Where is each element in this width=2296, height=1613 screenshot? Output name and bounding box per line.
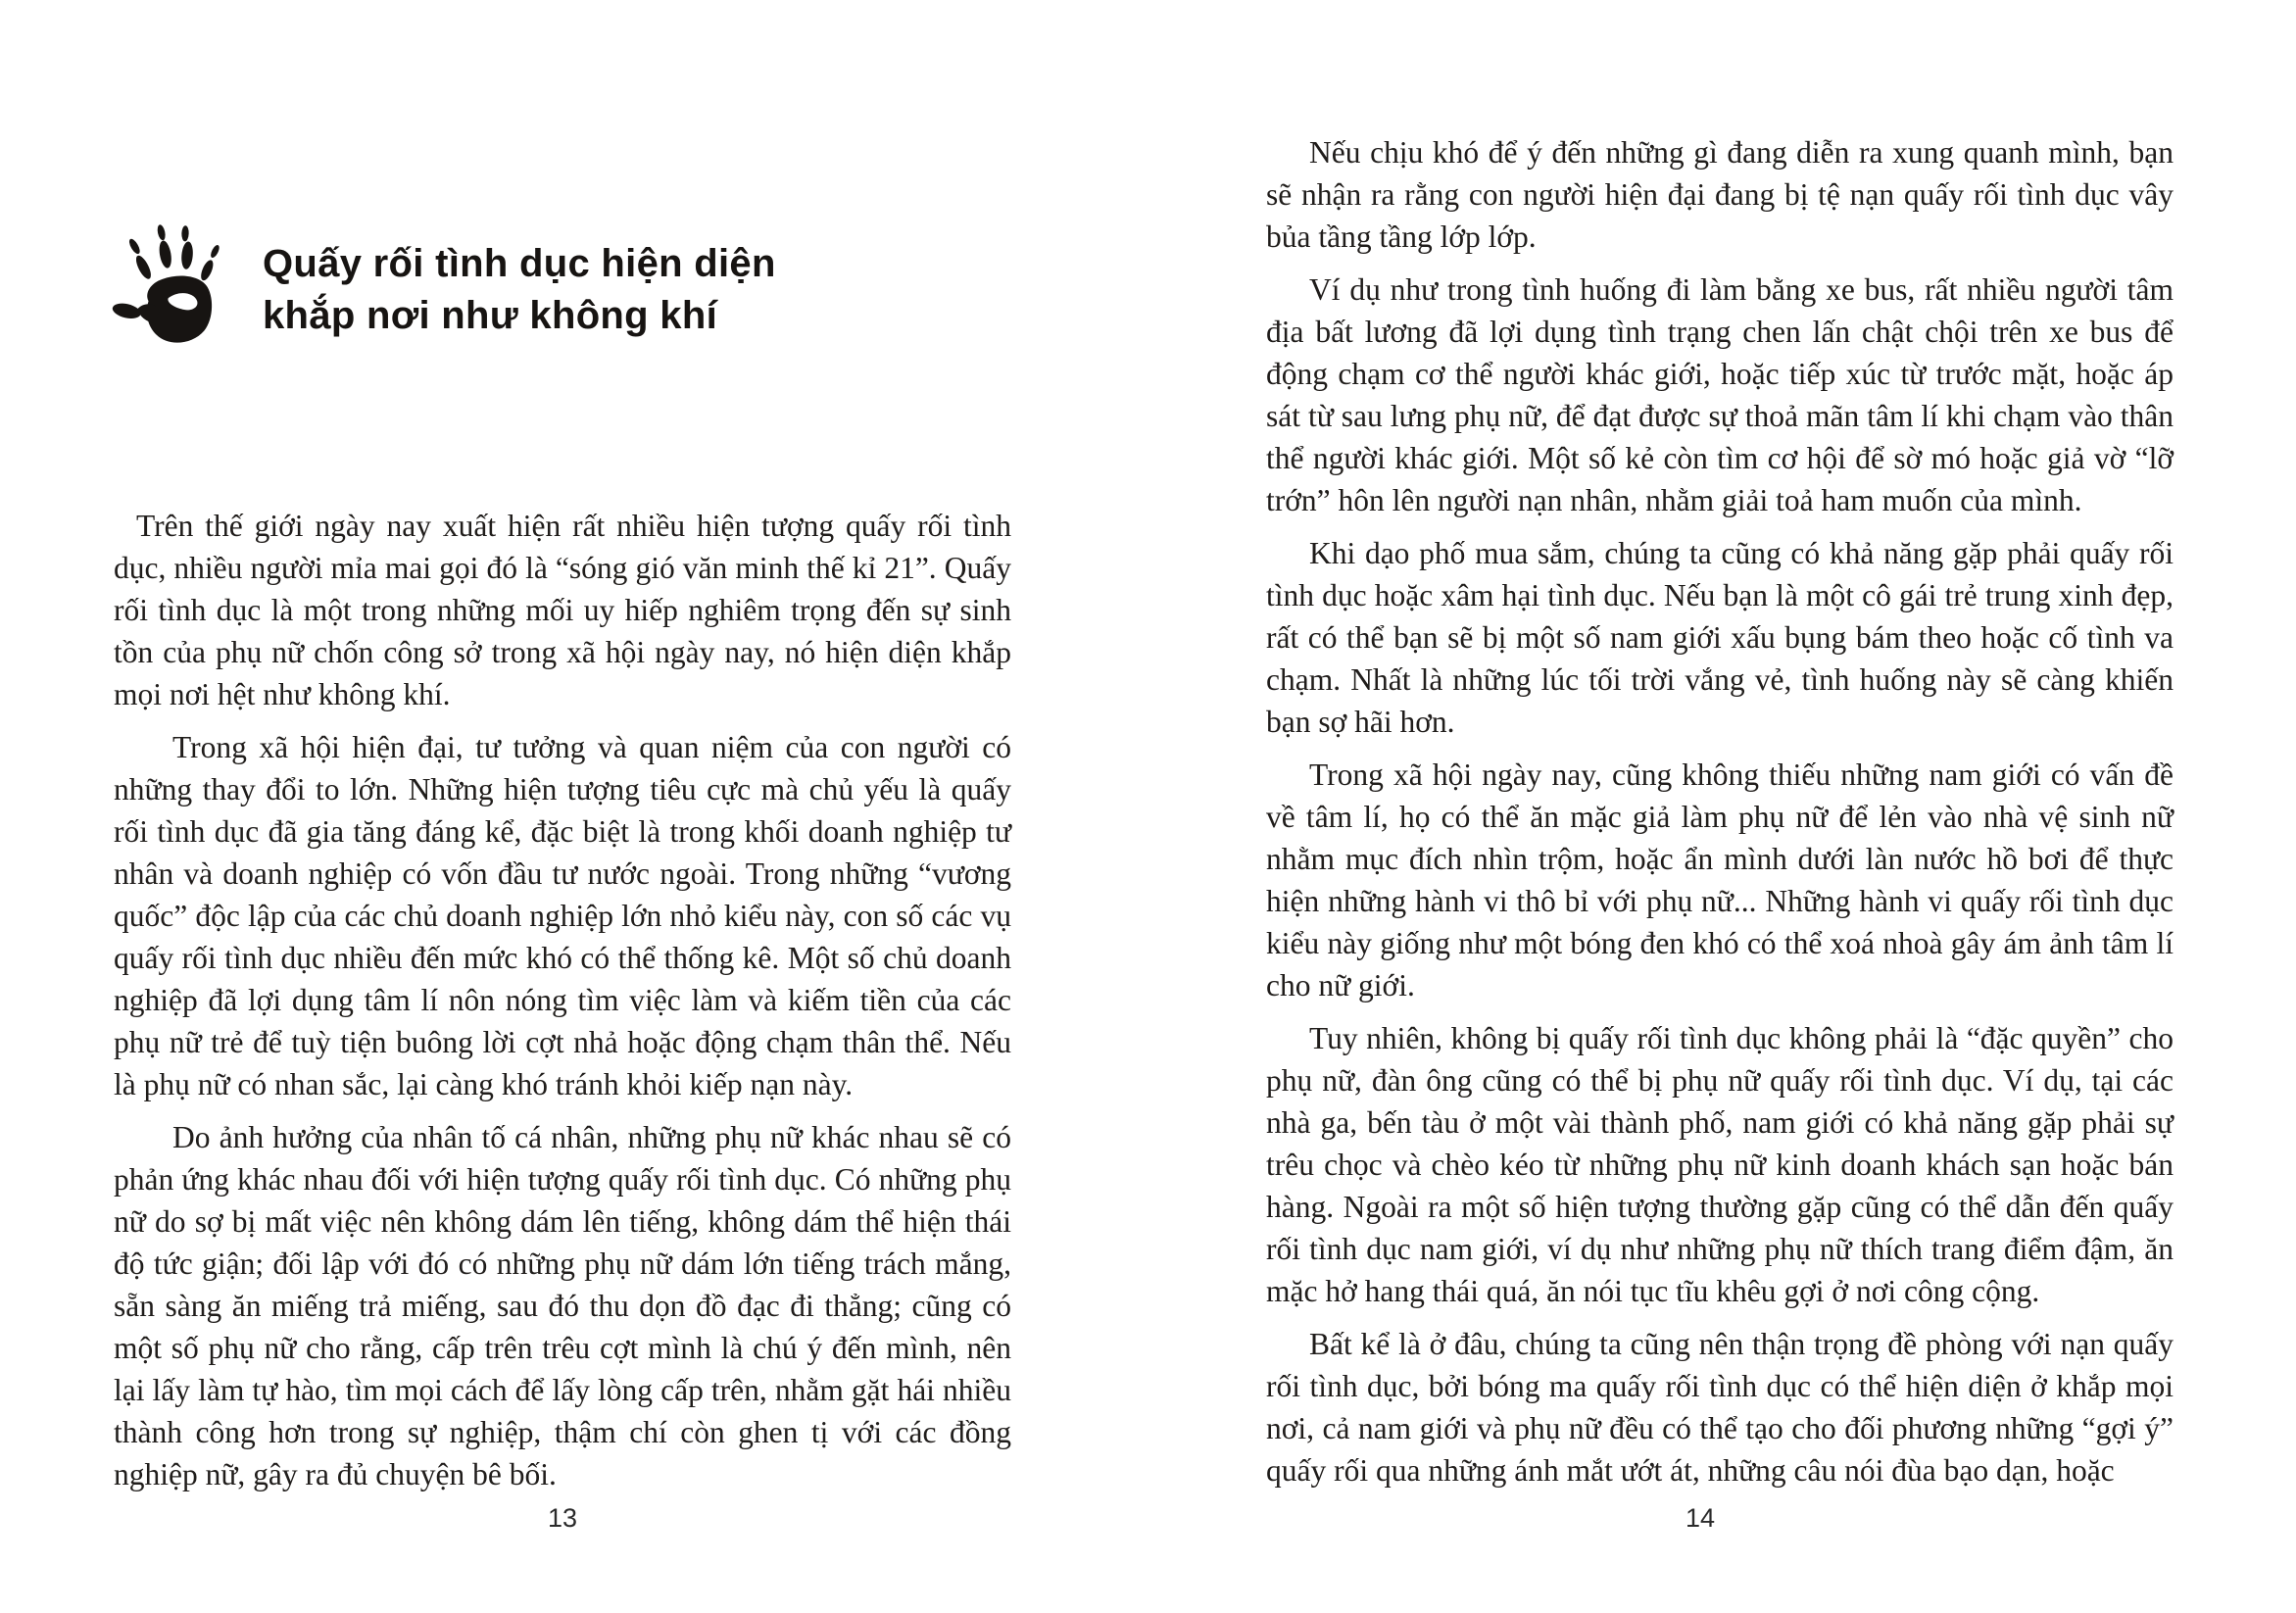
left-page-number: 13 bbox=[547, 1503, 578, 1533]
right-paragraph-4: Trong xã hội ngày nay, cũng không thiếu những nam giới có vấn đề về tâm lí, họ có thể ăn mặc giả làm phụ nữ để lẻn vào nhà vệ sinh nữ nhằm mục đích nhìn trộm, hoặc ẩn mình dưới làn nước hồ bơi để thực hiện những hành vi thô bỉ với phụ nữ... Những hành vi quấy rối tình dục kiểu này giống như một bóng đen khó có thể xoá nhoà gây ám ảnh tâm lí cho nữ giới. bbox=[1266, 758, 2174, 1002]
left-page-body bbox=[114, 505, 1011, 1495]
left-paragraph-2: Trong xã hội hiện đại, tư tưởng và quan niệm của con người có những thay đổi to lớn. Những hiện tượng tiêu cực mà chủ yếu là quấy rối tình dục đã gia tăng đáng kể, đặc biệt là trong khối doanh nghiệp tư nhân và doanh nghiệp có vốn đầu tư nước ngoài. Trong những “vương quốc” độc lập của các chủ doanh nghiệp lớn nhỏ kiểu này, con số các vụ quấy rối tình dục nhiều đến mức khó có thể thống kê. Một số chủ doanh nghiệp đã lợi dụng tâm lí nôn nóng tìm việc làm và kiếm tiền của các phụ nữ trẻ để tuỳ tiện buông lời cợt nhả hoặc động chạm thân thể. Nếu là phụ nữ có nhan sắc, lại càng khó tránh khỏi kiếp nạn này. bbox=[114, 730, 1011, 1101]
chapter-heading-line-1: Quấy rối tình dục hiện diện bbox=[263, 242, 776, 285]
left-paragraph-3: Do ảnh hưởng của nhân tố cá nhân, những phụ nữ khác nhau sẽ có phản ứng khác nhau đối với hiện tượng quấy rối tình dục. Có những phụ nữ do sợ bị mất việc nên không dám lên tiếng, không dám thể hiện thái độ tức giận; đối lập với đó có những phụ nữ dám lớn tiếng trách mắng, sẵn sàng ăn miếng trả miếng, sau đó thu dọn đồ đạc đi thẳng; cũng có một số phụ nữ cho rằng, cấp trên trêu cợt mình là chú ý đến mình, nên lại lấy làm tự hào, tìm mọi cách để lấy lòng cấp trên, nhằm gặt hái nhiều thành công hơn trong sự nghiệp, thậm chí còn ghen tị với các đồng nghiệp nữ, gây ra đủ chuyện bê bối. bbox=[114, 1120, 1011, 1491]
left-paragraph-1: Trên thế giới ngày nay xuất hiện rất nhiều hiện tượng quấy rối tình dục, nhiều người mỉa mai gọi đó là “sóng gió văn minh thế kỉ 21”. Quấy rối tình dục là một trong những mối uy hiếp nghiêm trọng đến sự sinh tồn của phụ nữ chốn công sở trong xã hội ngày nay, nó hiện diện khắp mọi nơi hệt như không khí. bbox=[114, 509, 1011, 711]
right-paragraph-2: Ví dụ như trong tình huống đi làm bằng xe bus, rất nhiều người tâm địa bất lương đã lợi dụng tình trạng chen lấn chật chội trên xe bus để động chạm cơ thể người khác giới, hoặc tiếp xúc từ trước mặt, hoặc áp sát từ sau lưng phụ nữ, để đạt được sự thoả mãn tâm lí khi chạm vào thân thể người khác giới. Một số kẻ còn tìm cơ hội để sờ mó hoặc giả vờ “lỡ trớn” hôn lên người nạn nhân, nhằm giải toả ham muốn của mình. bbox=[1266, 272, 2174, 517]
right-paragraph-3: Khi dạo phố mua sắm, chúng ta cũng có khả năng gặp phải quấy rối tình dục hoặc xâm hại tình dục. Nếu bạn là một cô gái trẻ trung xinh đẹp, rất có thể bạn sẽ bị một số nam giới xấu bụng bám theo hoặc cố tình va chạm. Nhất là những lúc tối trời vắng vẻ, tình huống này sẽ càng khiến bạn sợ hãi hơn. bbox=[1266, 536, 2174, 739]
right-paragraph-6: Bất kể là ở đâu, chúng ta cũng nên thận trọng đề phòng với nạn quấy rối tình dục, bởi bóng ma quấy rối tình dục có thể hiện diện ở khắp mọi nơi, cả nam giới và phụ nữ đều có thể tạo cho đối phương những “gợi ý” quấy rối qua những ánh mắt ướt át, những câu nói đùa bạo dạn, hoặc bbox=[1266, 1327, 2174, 1488]
right-paragraph-1: Nếu chịu khó để ý đến những gì đang diễn ra xung quanh mình, bạn sẽ nhận ra rằng con người hiện đại đang bị tệ nạn quấy rối tình dục vây bủa tầng tầng lớp lớp. bbox=[1266, 135, 2174, 254]
handprint-icon bbox=[111, 223, 260, 349]
right-page-number: 14 bbox=[1685, 1503, 1716, 1533]
right-paragraph-5: Tuy nhiên, không bị quấy rối tình dục không phải là “đặc quyền” cho phụ nữ, đàn ông cũng có thể bị phụ nữ quấy rối tình dục. Ví dụ, tại các nhà ga, bến tàu ở một vài thành phố, nam giới có khả năng gặp phải sự trêu chọc và chèo kéo từ những phụ nữ kinh doanh khách sạn hoặc bán hàng. Ngoài ra một số hiện tượng thường gặp cũng có thể dẫn đến quấy rối tình dục nam giới, ví dụ như những phụ nữ thích trang điểm đậm, ăn mặc hở hang thái quá, ăn nói tục tĩu khêu gợi ở nơi công cộng. bbox=[1266, 1021, 2174, 1308]
chapter-heading bbox=[263, 238, 776, 342]
chapter-heading-line-2: khắp nơi như không khí bbox=[263, 294, 718, 337]
right-page-body bbox=[1266, 131, 2174, 1491]
